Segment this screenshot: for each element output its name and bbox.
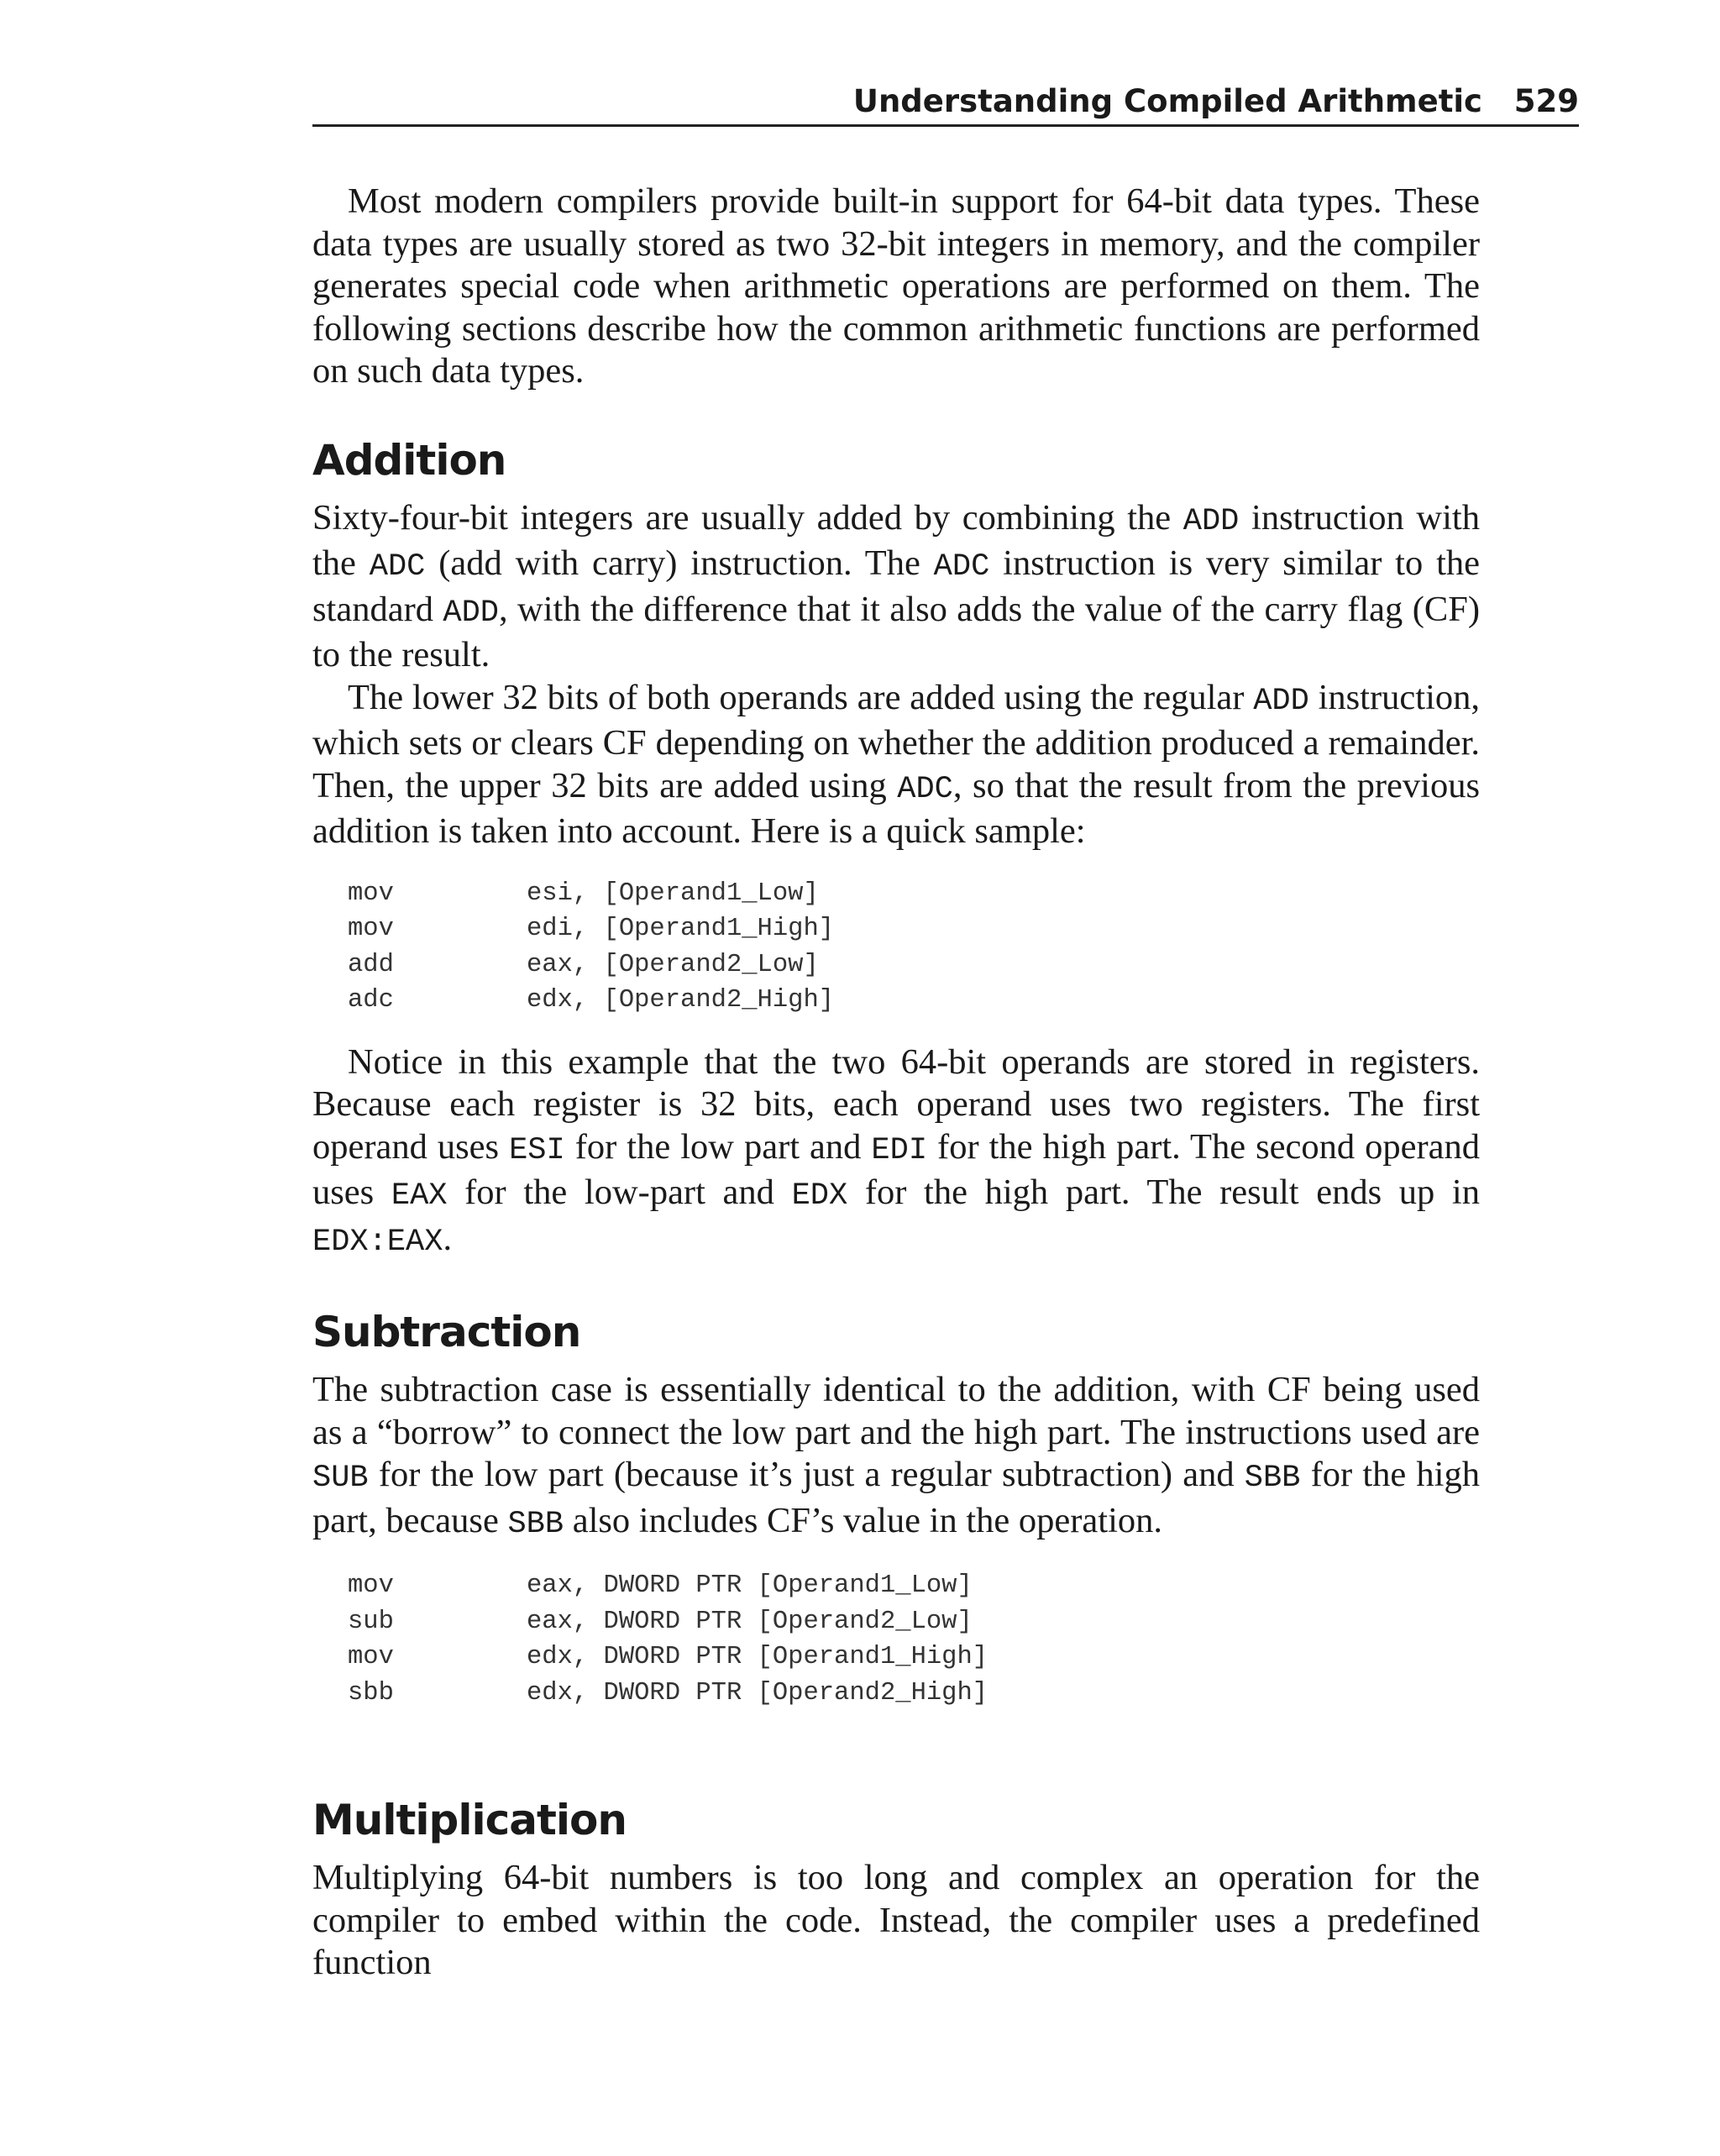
- addition-heading: Addition: [312, 435, 506, 485]
- addition-paragraph-3: [312, 1041, 1480, 1264]
- code-line: [348, 876, 1480, 912]
- subtraction-p1-text-1: The subtraction case is essentially identical to the addition, with CF being used as a “borrow” to connect the low part and the high part. The instructions used are: [312, 1370, 1480, 1452]
- running-title: Understanding Compiled Arithmetic: [852, 83, 1482, 119]
- subtraction-p1-code-2: SBB: [1244, 1461, 1301, 1496]
- addition-p3-code-5: EDX:EAX: [312, 1224, 443, 1260]
- addition-p3-code-3: EAX: [391, 1178, 448, 1214]
- addition-p2-text-1: The lower 32 bits of both operands are added using the regular: [348, 677, 1254, 717]
- code-opcode: sbb: [348, 1678, 394, 1707]
- addition-p3-text-3: for the high part. The second operand uses: [312, 1126, 1481, 1212]
- addition-p2-code-2: ADC: [897, 771, 953, 807]
- code-line: [348, 947, 1480, 984]
- code-line: [348, 1676, 1480, 1712]
- addition-p1-text-2: instruction with the: [312, 497, 1480, 583]
- code-line: [348, 1568, 1480, 1604]
- addition-p3-text-1: Notice in this example that the two 64-bit operands are stored in registers. Because each register is 32 bits, each operand uses two registers. The first operand uses: [312, 1041, 1480, 1167]
- subtraction-p1-code-3: SBB: [507, 1506, 564, 1542]
- code-operands: esi, [Operand1_Low]: [527, 879, 819, 908]
- subtraction-p1-text-3: for the high part, because: [312, 1455, 1480, 1540]
- code-operands: edi, [Operand1_High]: [527, 915, 835, 943]
- code-opcode: mov: [348, 1643, 394, 1671]
- addition-paragraph-1: [312, 497, 1480, 677]
- addition-p3-text-6: .: [443, 1218, 453, 1258]
- addition-p3-text-5: for the high part. The result ends up in: [847, 1172, 1480, 1212]
- code-opcode: sub: [348, 1607, 394, 1636]
- addition-p1-code-3: ADC: [933, 549, 990, 585]
- code-operands: eax, [Operand2_Low]: [527, 950, 819, 979]
- code-opcode: mov: [348, 915, 394, 943]
- page-header: [312, 81, 1579, 127]
- addition-p1-text-4: instruction is very similar to the standard: [312, 543, 1481, 629]
- code-line: [348, 911, 1480, 947]
- subtraction-code-block: [312, 1568, 1480, 1711]
- addition-p2-text-3: , so that the result from the previous addition is taken into account. Here is a quick sample:: [312, 765, 1481, 851]
- code-operands: eax, DWORD PTR [Operand1_Low]: [527, 1571, 973, 1600]
- page-number: 529: [1513, 83, 1579, 119]
- addition-p3-code-4: EDX: [791, 1178, 848, 1214]
- code-opcode: add: [348, 950, 394, 979]
- code-operands: edx, DWORD PTR [Operand2_High]: [527, 1678, 988, 1707]
- body-column: [312, 181, 1480, 1985]
- code-line: [348, 1639, 1480, 1676]
- code-line: [348, 1604, 1480, 1640]
- addition-p2-code-1: ADD: [1253, 683, 1309, 719]
- addition-p1-code-2: ADC: [369, 549, 426, 585]
- addition-p1-code-4: ADD: [443, 595, 500, 631]
- subtraction-p1-code-1: SUB: [312, 1461, 369, 1496]
- addition-code-block: [312, 876, 1480, 1019]
- code-opcode: mov: [348, 1571, 394, 1600]
- addition-p1-text-3: (add with carry) instruction. The: [425, 543, 934, 583]
- code-opcode: adc: [348, 986, 394, 1015]
- addition-p3-code-1: ESI: [509, 1132, 565, 1168]
- addition-p1-code-1: ADD: [1182, 503, 1240, 539]
- code-line: [348, 983, 1480, 1019]
- addition-p1-text-5: , with the difference that it also adds the value of the carry flag (CF) to the result.: [312, 589, 1480, 674]
- subtraction-p1-text-2: for the low part (because it’s just a regular subtraction) and: [368, 1455, 1245, 1494]
- code-opcode: mov: [348, 879, 394, 908]
- subtraction-heading: Subtraction: [312, 1308, 581, 1356]
- addition-p3-text-4: for the low-part and: [447, 1172, 792, 1212]
- code-operands: eax, DWORD PTR [Operand2_Low]: [527, 1607, 973, 1636]
- addition-p3-text-2: for the low part and: [564, 1126, 872, 1167]
- code-operands: edx, [Operand2_High]: [527, 986, 835, 1015]
- subtraction-p1-text-4: also includes CF’s value in the operation.: [564, 1500, 1163, 1540]
- multiplication-heading: Multiplication: [312, 1796, 627, 1844]
- addition-p3-code-2: EDI: [871, 1132, 928, 1168]
- addition-p2-text-2: instruction, which sets or clears CF depending on whether the addition produced a remainder. Then, the upper 32 bits are added using: [312, 677, 1481, 805]
- code-operands: edx, DWORD PTR [Operand1_High]: [527, 1643, 988, 1671]
- addition-paragraph-2: [312, 677, 1480, 853]
- intro-paragraph: Most modern compilers provide built-in support for 64-bit data types. These data types are usually stored as two 32-bit integers in memory, and the compiler generates special code when arithmetic operations are performed on them. The following sections describe how the common arithmetic functions are performed on such data types.: [312, 181, 1480, 391]
- addition-p1-text-1: Sixty-four-bit integers are usually added by combining the: [312, 497, 1183, 538]
- subtraction-paragraph-1: [312, 1369, 1480, 1545]
- multiplication-paragraph-1: Multiplying 64-bit numbers is too long and complex an operation for the compiler to embed within the code. Instead, the compiler uses a predefined function: [312, 1858, 1480, 1982]
